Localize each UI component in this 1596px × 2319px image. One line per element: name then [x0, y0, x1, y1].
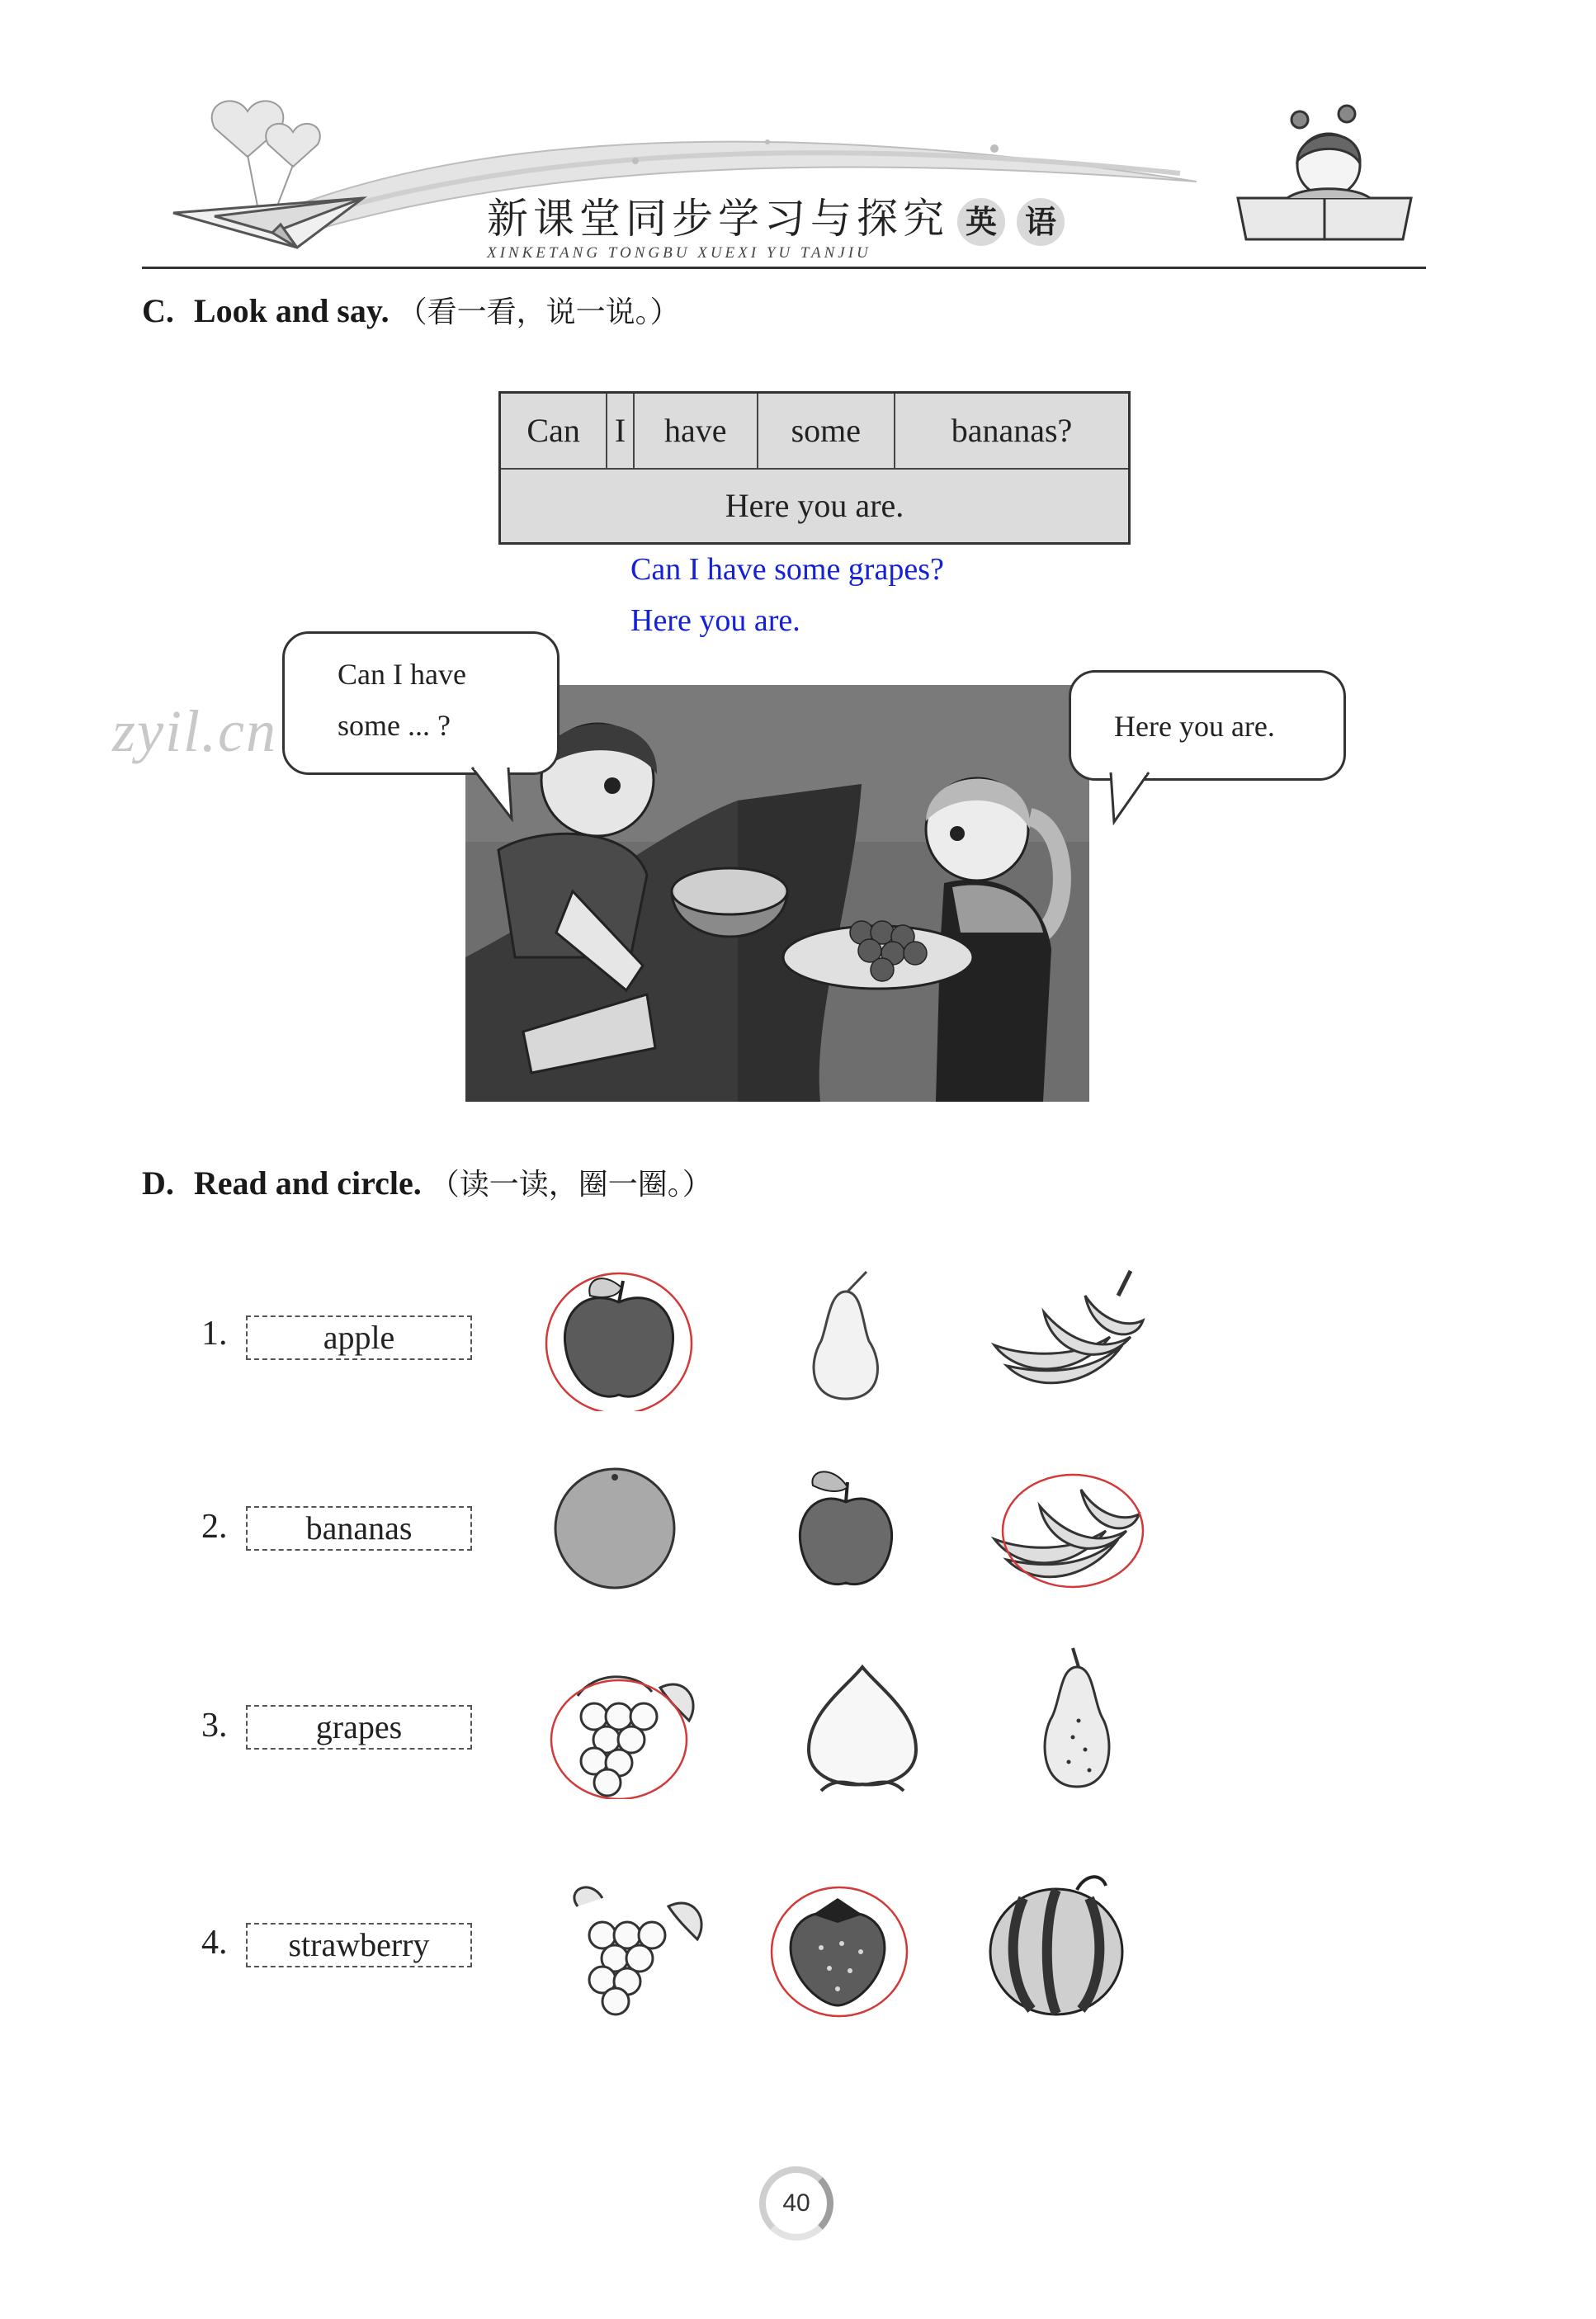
section-instruction: （看一看，说一说。）: [397, 295, 680, 329]
item-number: 2.: [201, 1508, 228, 1546]
section-c-heading: [142, 289, 680, 331]
word-box: grapes: [246, 1705, 472, 1750]
grapes-icon[interactable]: [545, 1651, 710, 1799]
speech-bubble-left: [282, 631, 560, 775]
watermark: zyil.cn: [112, 698, 277, 764]
section-title: Read and circle.: [193, 1164, 422, 1202]
section-label: C.: [142, 292, 174, 329]
section-label: D.: [142, 1164, 174, 1202]
bubble-line: Can I have: [338, 658, 466, 691]
heart-icon: [212, 101, 320, 167]
apple-icon[interactable]: [541, 1263, 697, 1411]
answer-reply: Here you are.: [630, 603, 800, 638]
series-title: 新课堂同步学习与探究: [487, 195, 949, 243]
section-instruction: （读一读，圈一圈。）: [429, 1168, 712, 1202]
bubble-line: some ... ?: [338, 709, 451, 742]
watermelon-icon[interactable]: [986, 1869, 1126, 2018]
table-cell: I: [607, 393, 634, 469]
table-cell-reply: Here you are.: [500, 469, 1130, 544]
subject-badge: 英: [957, 198, 1005, 246]
strawberry-icon[interactable]: [763, 1882, 912, 2022]
header-divider: [142, 267, 1426, 269]
bananas-icon[interactable]: [982, 1457, 1147, 1597]
section-title: Look and say.: [193, 292, 390, 329]
apple-icon[interactable]: [788, 1461, 904, 1593]
series-pinyin: XINKETANG TONGBU XUEXI YU TANJIU: [487, 244, 871, 262]
word-box: bananas: [246, 1506, 472, 1551]
bananas-icon[interactable]: [986, 1263, 1151, 1403]
reading-girl-icon: [1238, 106, 1411, 239]
bubble-line: Here you are.: [1114, 710, 1275, 743]
grapes-icon[interactable]: [553, 1869, 710, 2018]
item-number: 1.: [201, 1315, 228, 1353]
bubble-tail: [470, 764, 520, 822]
table-cell: have: [634, 393, 758, 469]
page-number: 40: [759, 2166, 833, 2241]
bubble-tail: [1106, 771, 1155, 829]
table-cell: Can: [500, 393, 607, 469]
peach-icon[interactable]: [796, 1651, 928, 1799]
sentence-pattern-table: [498, 391, 1131, 545]
word-box: strawberry: [246, 1923, 472, 1967]
table-cell: some: [758, 393, 895, 469]
item-number: 3.: [201, 1707, 228, 1745]
subject-badge: 语: [1017, 198, 1065, 246]
orange-icon[interactable]: [549, 1461, 681, 1593]
speech-bubble-right: [1069, 670, 1346, 781]
page-header: [0, 0, 1596, 281]
answer-question: Can I have some grapes?: [630, 552, 944, 587]
word-box: apple: [246, 1315, 472, 1360]
item-number: 4.: [201, 1924, 228, 1962]
section-d-heading: [142, 1161, 712, 1203]
pear-icon[interactable]: [788, 1267, 895, 1407]
pear-icon[interactable]: [1027, 1646, 1126, 1795]
table-cell: bananas?: [895, 393, 1129, 469]
